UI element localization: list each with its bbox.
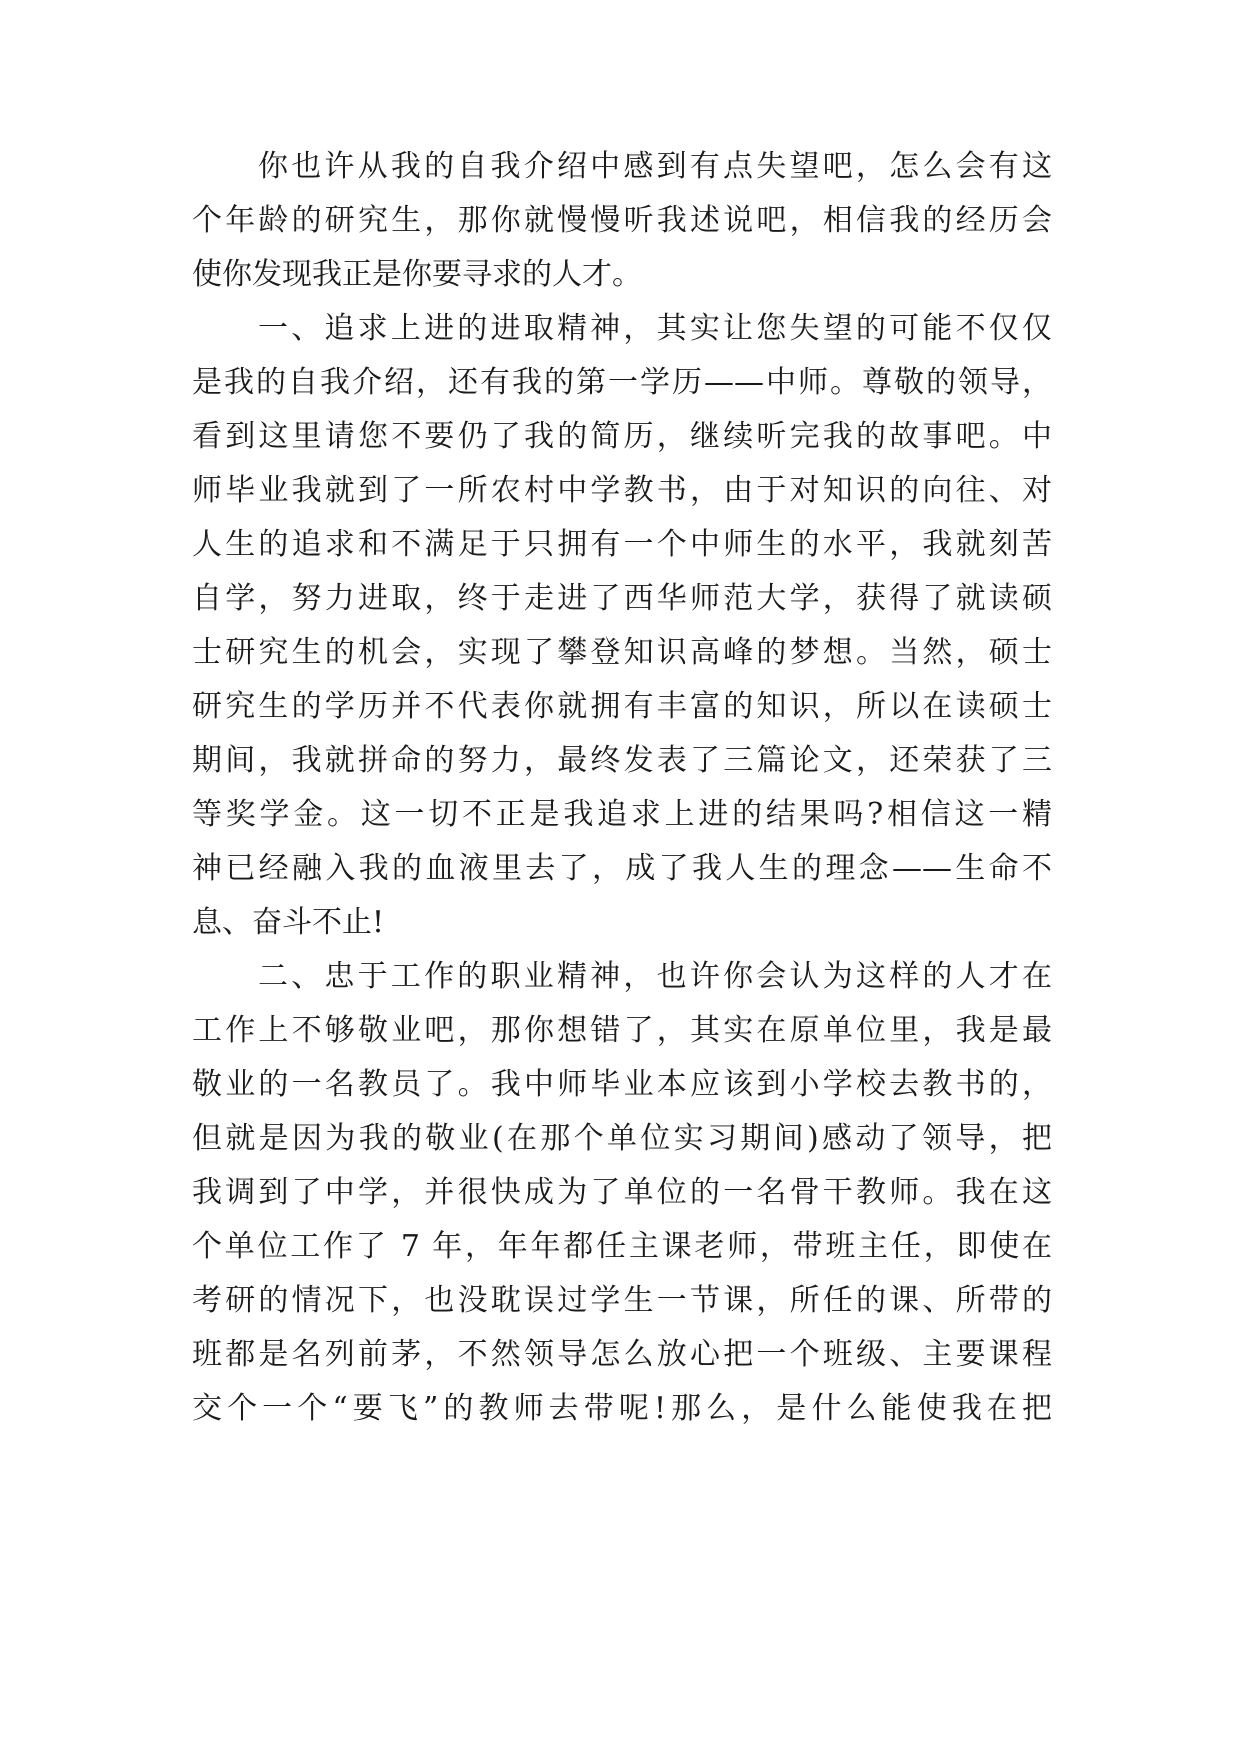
paragraph-2-line-12: 息、奋斗不止! — [192, 905, 385, 940]
paragraph-2-line-7: 士研究生的机会，实现了攀登知识高峰的梦想。当然，硕士 — [192, 635, 1052, 670]
paragraph-3-line-7: 考研的情况下，也没耽误过学生一节课，所任的课、所带的 — [192, 1283, 1052, 1318]
paragraph-3-line-8: 班都是名列前茅，不然领导怎么放心把一个班级、主要课程 — [192, 1337, 1052, 1372]
paragraph-3-line-4: 但就是因为我的敬业(在那个单位实习期间)感动了领导，把 — [192, 1121, 1052, 1156]
paragraph-3-line-6: 个单位工作了 7 年，年年都任主课老师，带班主任，即使在 — [192, 1229, 1052, 1264]
paragraph-3-line-2: 工作上不够敬业吧，那你想错了，其实在原单位里，我是最 — [192, 1013, 1052, 1048]
paragraph-1-line-2: 个年龄的研究生，那你就慢慢听我述说吧，相信我的经历会 — [192, 203, 1052, 238]
paragraph-2-line-4: 师毕业我就到了一所农村中学教书，由于对知识的向往、对 — [192, 473, 1052, 508]
paragraph-2-line-2: 是我的自我介绍，还有我的第一学历——中师。尊敬的领导， — [192, 365, 1052, 400]
paragraph-2-line-9: 期间，我就拼命的努力，最终发表了三篇论文，还荣获了三 — [192, 743, 1052, 778]
paragraph-3-line-9: 交个一个“要飞”的教师去带呢!那么，是什么能使我在把 — [192, 1391, 1052, 1426]
paragraph-2-line-6: 自学，努力进取，终于走进了西华师范大学，获得了就读硕 — [192, 581, 1052, 616]
paragraph-2-line-11: 神已经融入我的血液里去了，成了我人生的理念——生命不 — [192, 851, 1052, 886]
paragraph-3-line-5: 我调到了中学，并很快成为了单位的一名骨干教师。我在这 — [192, 1175, 1052, 1210]
paragraph-2-line-1: 一、追求上进的进取精神，其实让您失望的可能不仅仅 — [258, 311, 1052, 346]
paragraph-1-line-1: 你也许从我的自我介绍中感到有点失望吧，怎么会有这 — [258, 149, 1052, 184]
paragraph-3-line-1: 二、忠于工作的职业精神，也许你会认为这样的人才在 — [258, 959, 1052, 994]
paragraph-2-line-10: 等奖学金。这一切不正是我追求上进的结果吗?相信这一精 — [192, 797, 1052, 832]
paragraph-3-line-3: 敬业的一名教员了。我中师毕业本应该到小学校去教书的， — [192, 1067, 1052, 1102]
paragraph-2-line-8: 研究生的学历并不代表你就拥有丰富的知识，所以在读硕士 — [192, 689, 1052, 724]
paragraph-2-line-5: 人生的追求和不满足于只拥有一个中师生的水平，我就刻苦 — [192, 527, 1052, 562]
paragraph-1-line-3: 使你发现我正是你要寻求的人才。 — [192, 257, 642, 292]
paragraph-2-line-3: 看到这里请您不要仍了我的简历，继续听完我的故事吧。中 — [192, 419, 1052, 454]
